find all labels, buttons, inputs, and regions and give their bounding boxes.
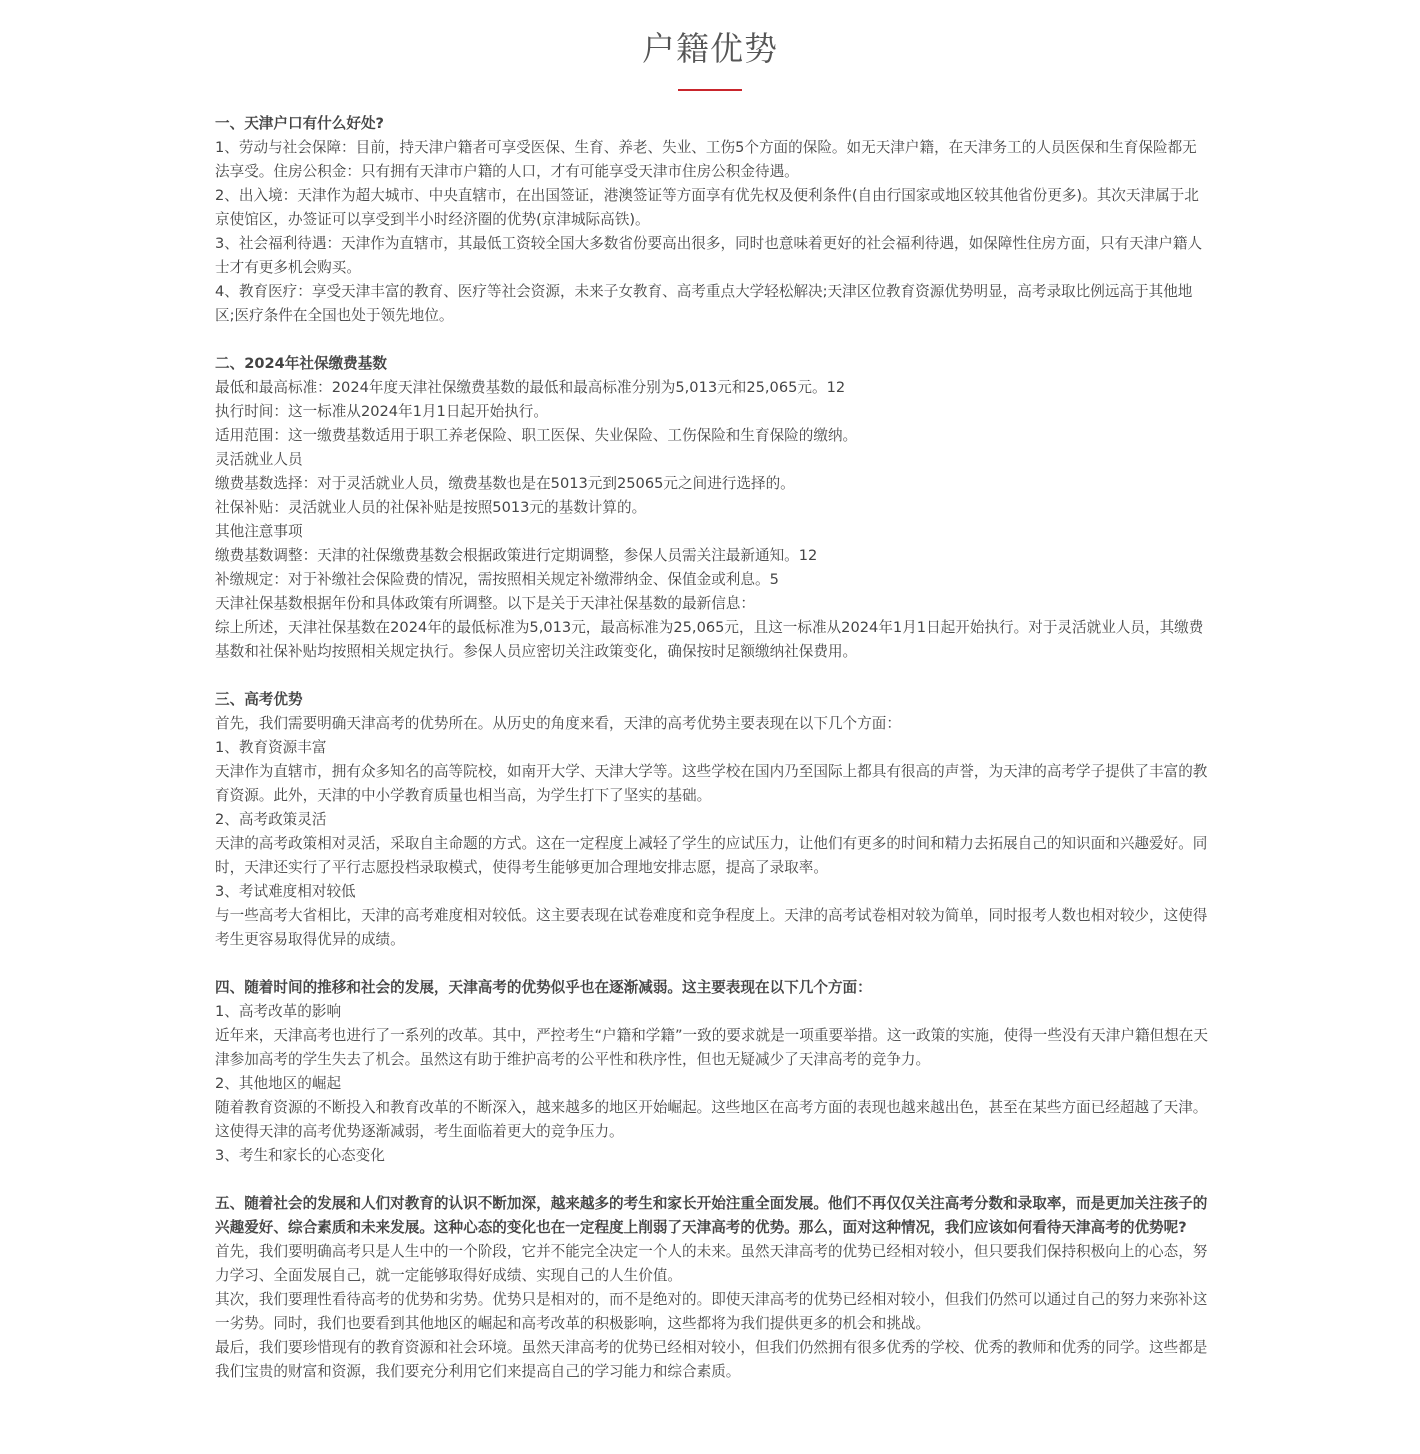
paragraph: 1、劳动与社会保障：目前，持天津户籍者可享受医保、生育、养老、失业、工伤5个方面的保险。如无天津户籍，在天津务工的人员医保和生育保险都无法享受。住房公积金：只有拥有天津市户籍的人口，才有可能享受天津市住房公积金待遇。 xyxy=(215,139,1197,180)
section-1 xyxy=(215,112,1210,328)
section-4 xyxy=(215,976,1210,1168)
paragraph: 灵活就业人员 xyxy=(215,451,303,468)
section-gap xyxy=(215,1168,1210,1192)
paragraph: 4、教育医疗：享受天津丰富的教育、医疗等社会资源，未来子女教育、高考重点大学轻松解决;天津区位教育资源优势明显，高考录取比例远高于其他地区;医疗条件在全国也处于领先地位。 xyxy=(215,283,1193,324)
paragraph: 2、出入境：天津作为超大城市、中央直辖市，在出国签证，港澳签证等方面享有优先权及便利条件(自由行国家或地区较其他省份更多)。其次天津属于北京使馆区，办签证可以享受到半小时经济圈的优势(京津城际高铁)。 xyxy=(215,187,1199,228)
paragraph: 适用范围：这一缴费基数适用于职工养老保险、职工医保、失业保险、工伤保险和生育保险的缴纳。 xyxy=(215,427,858,444)
paragraph: 近年来，天津高考也进行了一系列的改革。其中，严控考生“户籍和学籍”一致的要求就是一项重要举措。这一政策的实施，使得一些没有天津户籍但想在天津参加高考的学生失去了机会。虽然这有助于维护高考的公平性和秩序性，但也无疑减少了天津高考的竞争力。 xyxy=(215,1027,1208,1068)
paragraph: 2、高考政策灵活 xyxy=(215,811,327,828)
paragraph: 补缴规定：对于补缴社会保险费的情况，需按照相关规定补缴滞纳金、保值金或利息。5 xyxy=(215,571,779,588)
paragraph: 缴费基数选择：对于灵活就业人员，缴费基数也是在5013元到25065元之间进行选择的。 xyxy=(215,475,795,492)
paragraph: 其他注意事项 xyxy=(215,523,303,540)
section-heading: 四、随着时间的推移和社会的发展，天津高考的优势似乎也在逐渐减弱。这主要表现在以下几个方面： xyxy=(215,979,872,996)
section-5 xyxy=(215,1192,1210,1384)
section-3 xyxy=(215,688,1210,952)
paragraph: 3、社会福利待遇：天津作为直辖市，其最低工资较全国大多数省份要高出很多，同时也意味着更好的社会福利待遇，如保障性住房方面，只有天津户籍人士才有更多机会购买。 xyxy=(215,235,1203,276)
section-gap xyxy=(215,328,1210,352)
paragraph: 天津作为直辖市，拥有众多知名的高等院校，如南开大学、天津大学等。这些学校在国内乃至国际上都具有很高的声誉，为天津的高考学子提供了丰富的教育资源。此外，天津的中小学教育质量也相当高，为学生打下了坚实的基础。 xyxy=(215,763,1208,804)
paragraph: 3、考试难度相对较低 xyxy=(215,883,356,900)
section-2 xyxy=(215,352,1210,664)
paragraph: 首先，我们需要明确天津高考的优势所在。从历史的角度来看，天津的高考优势主要表现在以下几个方面： xyxy=(215,715,901,732)
paragraph: 缴费基数调整：天津的社保缴费基数会根据政策进行定期调整，参保人员需关注最新通知。12 xyxy=(215,547,818,564)
paragraph: 其次，我们要理性看待高考的优势和劣势。优势只是相对的，而不是绝对的。即使天津高考的优势已经相对较小，但我们仍然可以通过自己的努力来弥补这一劣势。同时，我们也要看到其他地区的崛起和高考改革的积极影响，这些都将为我们提供更多的机会和挑战。 xyxy=(215,1291,1208,1332)
paragraph: 与一些高考大省相比，天津的高考难度相对较低。这主要表现在试卷难度和竞争程度上。天津的高考试卷相对较为简单，同时报考人数也相对较少，这使得考生更容易取得优异的成绩。 xyxy=(215,907,1208,948)
paragraph: 天津的高考政策相对灵活，采取自主命题的方式。这在一定程度上减轻了学生的应试压力，让他们有更多的时间和精力去拓展自己的知识面和兴趣爱好。同时，天津还实行了平行志愿投档录取模式，使得考生能够更加合理地安排志愿，提高了录取率。 xyxy=(215,835,1208,876)
section-gap xyxy=(215,664,1210,688)
paragraph: 3、考生和家长的心态变化 xyxy=(215,1147,385,1164)
paragraph: 首先，我们要明确高考只是人生中的一个阶段，它并不能完全决定一个人的未来。虽然天津高考的优势已经相对较小，但只要我们保持积极向上的心态，努力学习、全面发展自己，就一定能够取得好成绩、实现自己的人生价值。 xyxy=(215,1243,1208,1284)
page-title: 户籍优势 xyxy=(642,29,778,68)
article-body xyxy=(215,112,1210,1384)
paragraph: 社保补贴：灵活就业人员的社保补贴是按照5013元的基数计算的。 xyxy=(215,499,647,516)
section-heading: 二、2024年社保缴费基数 xyxy=(215,355,387,372)
section-heading: 一、天津户口有什么好处? xyxy=(215,115,384,132)
paragraph: 1、教育资源丰富 xyxy=(215,739,327,756)
title-divider xyxy=(678,89,742,91)
paragraph: 2、其他地区的崛起 xyxy=(215,1075,342,1092)
paragraph: 最后，我们要珍惜现有的教育资源和社会环境。虽然天津高考的优势已经相对较小，但我们仍然拥有很多优秀的学校、优秀的教师和优秀的同学。这些都是我们宝贵的财富和资源，我们要充分利用它们来提高自己的学习能力和综合素质。 xyxy=(215,1339,1208,1380)
section-heading: 三、高考优势 xyxy=(215,691,303,708)
paragraph: 执行时间：这一标准从2024年1月1日起开始执行。 xyxy=(215,403,548,420)
title-area xyxy=(0,0,1420,91)
section-heading: 五、随着社会的发展和人们对教育的认识不断加深，越来越多的考生和家长开始注重全面发展。他们不再仅仅关注高考分数和录取率，而是更加关注孩子的兴趣爱好、综合素质和未来发展。这种心态的变化也在一定程度上削弱了天津高考的优势。那么，面对这种情况，我们应该如何看待天津高考的优势呢? xyxy=(215,1195,1208,1236)
paragraph: 随着教育资源的不断投入和教育改革的不断深入，越来越多的地区开始崛起。这些地区在高考方面的表现也越来越出色，甚至在某些方面已经超越了天津。这使得天津的高考优势逐渐减弱，考生面临着更大的竞争压力。 xyxy=(215,1099,1208,1140)
paragraph: 天津社保基数根据年份和具体政策有所调整。以下是关于天津社保基数的最新信息： xyxy=(215,595,755,612)
paragraph: 综上所述，天津社保基数在2024年的最低标准为5,013元，最高标准为25,065元，且这一标准从2024年1月1日起开始执行。对于灵活就业人员，其缴费基数和社保补贴均按照相关规定执行。参保人员应密切关注政策变化，确保按时足额缴纳社保费用。 xyxy=(215,619,1204,660)
section-gap xyxy=(215,952,1210,976)
paragraph: 1、高考改革的影响 xyxy=(215,1003,342,1020)
paragraph: 最低和最高标准：2024年度天津社保缴费基数的最低和最高标准分别为5,013元和25,065元。12 xyxy=(215,379,846,396)
